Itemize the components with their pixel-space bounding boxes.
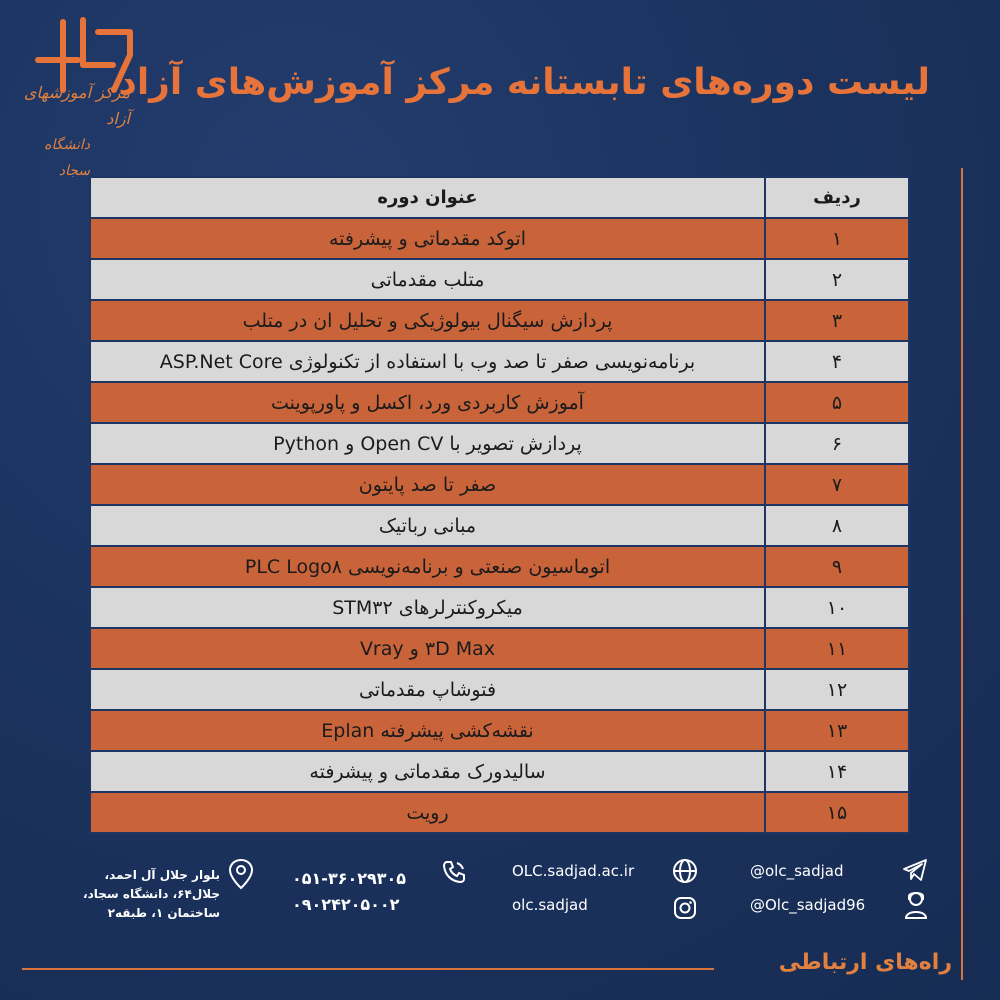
row-number: ۱: [765, 218, 909, 259]
phone-icon: [440, 858, 468, 886]
course-title: پردازش سیگنال بیولوژیکی و تحلیل ان در متلب: [90, 300, 765, 341]
row-number: ۱۲: [765, 669, 909, 710]
table-row: [90, 628, 909, 669]
course-title: رویت: [90, 792, 765, 833]
page-title: لیست دوره‌های تابستانه مرکز آموزش‌های آزاد: [118, 62, 930, 103]
row-number: ۱۰: [765, 587, 909, 628]
row-number: ۷: [765, 464, 909, 505]
course-title: فتوشاپ مقدماتی: [90, 669, 765, 710]
telegram-handle[interactable]: @olc_sadjad: [750, 862, 844, 880]
course-title: پردازش تصویر با Open CV و Python: [90, 423, 765, 464]
location-icon: [228, 858, 254, 890]
table-row: [90, 259, 909, 300]
instagram-icon: [673, 896, 697, 920]
address-line3: ساختمان ۱، طبقه۲: [107, 906, 220, 920]
logo-line1: مرکز آموزشهای آزاد: [23, 83, 130, 128]
address-line1: بلوار جلال آل احمد،: [104, 868, 220, 882]
course-title: ۳D Max و Vray: [90, 628, 765, 669]
row-number: ۵: [765, 382, 909, 423]
decorative-line-horizontal: [22, 968, 714, 970]
course-title: مبانی رباتیک: [90, 505, 765, 546]
row-number: ۱۳: [765, 710, 909, 751]
header-num: ردیف: [765, 177, 909, 218]
course-title: صفر تا صد پایتون: [90, 464, 765, 505]
table-row: [90, 669, 909, 710]
course-title: نقشه‌کشی پیشرفته Eplan: [90, 710, 765, 751]
address-line2: جلال۶۴، دانشگاه سجاد،: [83, 887, 220, 901]
phone-2[interactable]: ۰۹۰۲۴۲۰۵۰۰۲: [292, 895, 400, 914]
instagram-handle[interactable]: olc.sadjad: [512, 896, 588, 914]
row-number: ۱۱: [765, 628, 909, 669]
row-number: ۸: [765, 505, 909, 546]
table-row: [90, 464, 909, 505]
table-row: [90, 587, 909, 628]
logo-line2: دانشگاه سجاد: [44, 137, 90, 179]
table-row: [90, 546, 909, 587]
phone-1[interactable]: ۰۵۱-۳۶۰۲۹۳۰۵: [292, 869, 407, 888]
table-row: [90, 792, 909, 833]
row-number: ۴: [765, 341, 909, 382]
support-icon: [902, 890, 930, 920]
course-title: سالیدورک مقدماتی و پیشرفته: [90, 751, 765, 792]
website-link[interactable]: OLC.sadjad.ac.ir: [512, 862, 635, 880]
logo-text: [18, 80, 130, 184]
table-row: [90, 505, 909, 546]
table-row: [90, 218, 909, 259]
support-handle[interactable]: @Olc_sadjad96: [750, 896, 866, 914]
telegram-icon: [902, 858, 928, 882]
table-row: [90, 382, 909, 423]
table-row: [90, 423, 909, 464]
row-number: ۹: [765, 546, 909, 587]
course-title: آموزش کاربردی ورد، اکسل و پاورپوینت: [90, 382, 765, 423]
table-row: [90, 751, 909, 792]
course-title: اتوماسیون صنعتی و برنامه‌نویسی PLC Logo۸: [90, 546, 765, 587]
course-title: متلب مقدماتی: [90, 259, 765, 300]
row-number: ۱۵: [765, 792, 909, 833]
row-number: ۱۴: [765, 751, 909, 792]
row-number: ۲: [765, 259, 909, 300]
header-title: عنوان دوره: [90, 177, 765, 218]
phone-numbers: [292, 866, 406, 918]
contact-ways-label: راه‌های ارتباطی: [778, 950, 952, 975]
course-title: اتوکد مقدماتی و پیشرفته: [90, 218, 765, 259]
address: [40, 866, 220, 923]
course-title: میکروکنترلرهای STM۳۲: [90, 587, 765, 628]
course-title: برنامه‌نویسی صفر تا صد وب با استفاده از تکنولوژی ASP.Net Core: [90, 341, 765, 382]
table-row: [90, 341, 909, 382]
row-number: ۶: [765, 423, 909, 464]
table-header-row: [90, 177, 909, 218]
globe-icon: [672, 858, 698, 884]
row-number: ۳: [765, 300, 909, 341]
table-row: [90, 300, 909, 341]
decorative-line-vertical: [961, 168, 963, 980]
table-row: [90, 710, 909, 751]
courses-table: [89, 176, 910, 834]
